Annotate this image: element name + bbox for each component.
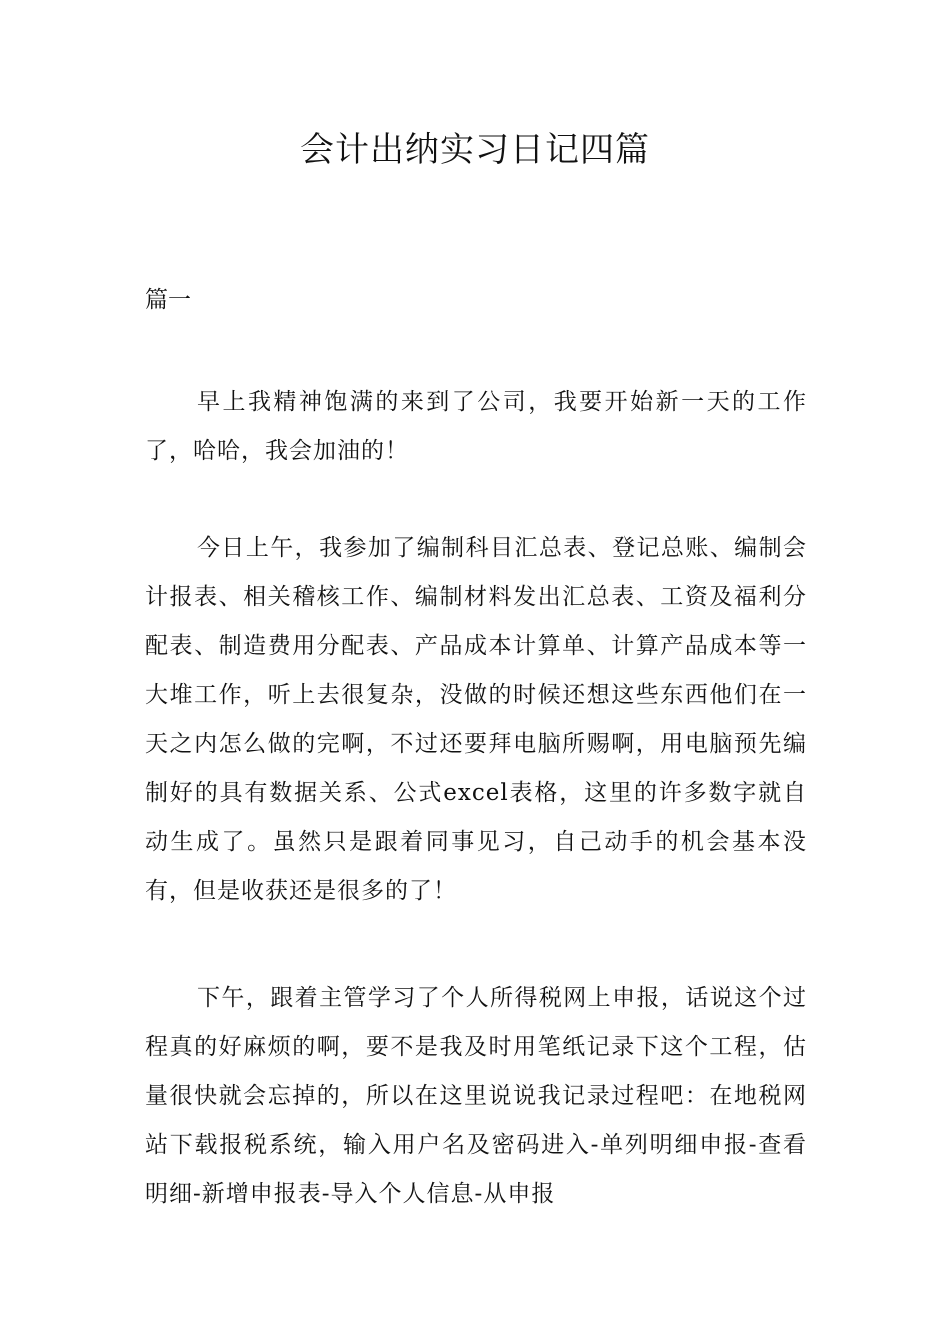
paragraph-1: 早上我精神饱满的来到了公司，我要开始新一天的工作了，哈哈，我会加油的！: [145, 389, 807, 464]
section-heading: 篇一: [145, 287, 191, 313]
paragraph-3: 下午，跟着主管学习了个人所得税网上申报，话说这个过程真的好麻烦的啊，要不是我及时用笔纸记录下这个工程，估量很快就会忘掉的，所以在这里说说我记录过程吧：在地税网站下载报税系统，输入用户名及密码进入-单列明细申报-查看明细-新增申报表-导入个人信息-从申报: [145, 985, 807, 1207]
document-title: 会计出纳实习日记四篇: [300, 130, 650, 170]
paragraph-2: 今日上午，我参加了编制科目汇总表、登记总账、编制会计报表、相关稽核工作、编制材料发出汇总表、工资及福利分配表、制造费用分配表、产品成本计算单、计算产品成本等一大堆工作，听上去很复杂，没做的时候还想这些东西他们在一天之内怎么做的完啊，不过还要拜电脑所赐啊，用电脑预先编制好的具有数据关系、公式excel表格，这里的许多数字就自动生成了。虽然只是跟着同事见习，自己动手的机会基本没有，但是收获还是很多的了！: [145, 535, 807, 904]
